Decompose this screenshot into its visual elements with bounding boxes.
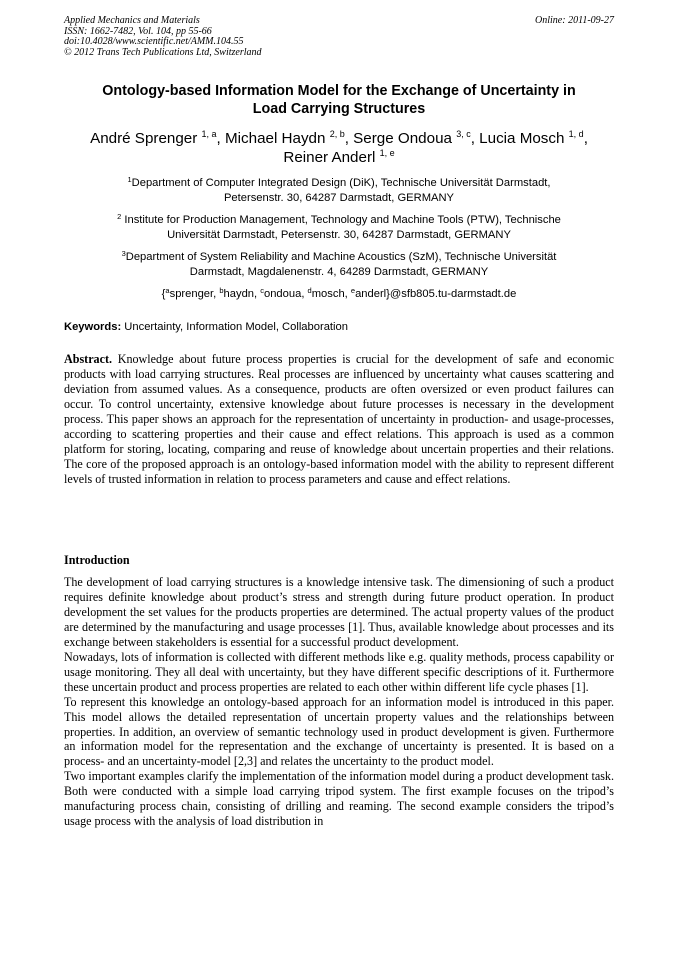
author-superscript: 1, d: [568, 129, 584, 139]
journal-issn: ISSN: 1662-7482, Vol. 104, pp 55-66: [64, 25, 212, 37]
author-superscript: 2, b: [329, 129, 345, 139]
affiliation-number: 2: [117, 212, 122, 221]
journal-name: Applied Mechanics and Materials: [64, 15, 200, 26]
affiliation-number: 3: [121, 249, 126, 258]
author-name: Serge Ondoua: [353, 130, 452, 147]
abstract-text: Knowledge about future process properties is crucial for the development of safe and economic products with load carrying structures. Real processes are influenced by uncertainty what causes scattering and deviation from assumed values. As a consequence, products are often oversized or even product failures can occur. To control uncertainty, extensive knowledge about future processes is necessary in the development process. This paper shows an approach for the representation of uncertainty in production- and usage-processes, according to scattering properties and their cause and effect relations. This approach is used as a common platform for storing, locating, comparing and reuse of knowledge about uncertain properties and their relations. The core of the proposed approach is an ontology-based information model with the ability to represent different levels of trusted information in relation to process parameters and cause and effect relations.: [64, 352, 614, 486]
author-separator: ,: [470, 130, 480, 147]
affiliation-2: [60, 213, 618, 242]
affiliation-1: [60, 176, 618, 205]
introduction-body: [64, 575, 614, 829]
author-name: Lucia Mosch: [479, 130, 565, 147]
keywords: [64, 320, 614, 334]
paragraph: To represent this knowledge an ontology-based approach for an information model is introduced in this paper. This model allows the detailed representation of uncertain property values and the relationships between properties. In addition, an overview of semantic technology used in product development is given. Furthermore an information model for the representation and the exchange of uncertainty is presented. It is based on a process- and an uncertainty-model [2,3] and relates the uncertainty to the product model.: [64, 694, 614, 769]
journal-copyright: © 2012 Trans Tech Publications Ltd, Switzerland: [64, 46, 262, 58]
affiliation-text: Universität Darmstadt, Petersenstr. 30, 64287 Darmstadt, GERMANY: [167, 228, 511, 241]
author-separator: ,: [216, 130, 225, 147]
author-name: André Sprenger: [90, 130, 198, 147]
author-line-1: [40, 129, 638, 148]
email-addresses[interactable]: {$^a$sprenger, $^b$haydn, $^c$ondoua, $^d$mosch, $^e$anderl}@sfb805.tu-darmstadt.de: [161, 286, 517, 300]
affiliation-3: [60, 250, 618, 279]
online-date: Online: 2011-09-27: [535, 15, 614, 26]
affiliations: [60, 176, 618, 302]
title-line-1: Ontology-based Information Model for the Exchange of Uncertainty in: [102, 83, 576, 99]
title-line-2: Load Carrying Structures: [252, 101, 426, 117]
keywords-text: Uncertainty, Information Model, Collaboration: [121, 321, 348, 333]
author-line-2: [40, 148, 638, 167]
paragraph: The development of load carrying structures is a knowledge intensive task. The dimensioning of such a product requires definite knowledge about product’s stress and strength during future product operation. In product development the set values for the products properties are determined. The actual property values of the product are determined by the manufacturing and usage processes [1]. Thus, available knowledge about processes and its exchange between stakeholders is essential for a successful product development.: [64, 575, 614, 649]
author-name: Michael Haydn: [225, 130, 326, 147]
author-superscript: 1, e: [379, 148, 395, 158]
journal-header: [64, 16, 614, 58]
journal-doi[interactable]: doi:10.4028/www.scientific.net/AMM.104.55: [64, 36, 244, 47]
author-superscript: 3, c: [456, 129, 471, 139]
author-list: [40, 129, 638, 167]
author-name: Reiner Anderl: [283, 149, 376, 166]
author-separator: ,: [583, 130, 588, 147]
affiliation-number: 1: [127, 175, 132, 184]
affiliation-text: Darmstadt, Magdalenenstr. 4, 64289 Darmstadt, GERMANY: [189, 265, 489, 278]
affiliation-text: Department of System Reliability and Machine Acoustics (SzM), Technische Universität: [125, 251, 557, 263]
abstract: [64, 352, 614, 487]
paragraph: Nowadays, lots of information is collected with different methods like e.g. quality methods, process capability or usage monitoring. They all deal with uncertainty, but they have different specific descriptions of it. Furthermore these uncertain product and process properties are related to each other within different life cycle phases [1].: [64, 649, 614, 694]
abstract-label: Abstract.: [64, 352, 113, 366]
paper-title: [40, 82, 638, 118]
affiliation-text: Petersenstr. 30, 64287 Darmstadt, GERMANY: [223, 191, 455, 204]
affiliation-text: Institute for Production Management, Technology and Machine Tools (PTW), Technische: [124, 214, 561, 226]
author-superscript: 1, a: [201, 129, 217, 139]
affiliation-text: Department of Computer Integrated Design (DiK), Technische Universität Darmstadt,: [131, 177, 551, 189]
section-heading-introduction: Introduction: [64, 553, 130, 567]
paragraph: Two important examples clarify the implementation of the information model during a product development task. Both were conducted with a simple load carrying tripod system. The first example focuses on the tripod’s manufacturing process chain, consisting of drilling and reaming. The second example considers the tripod’s usage process with the analysis of load distribution in: [64, 769, 614, 829]
keywords-label: Keywords:: [64, 321, 122, 333]
author-separator: ,: [344, 130, 354, 147]
